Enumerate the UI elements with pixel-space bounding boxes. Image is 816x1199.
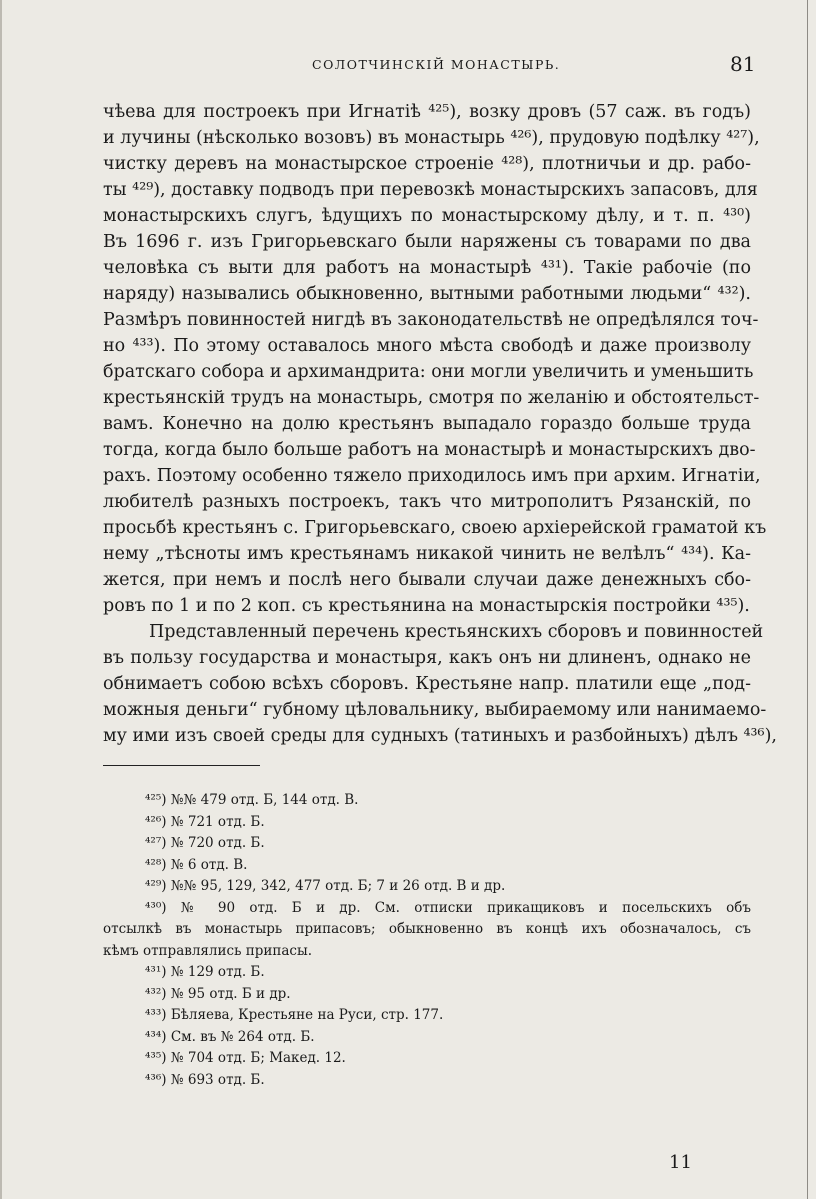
text-line: Размѣръ повинностей нигдѣ въ законодательствѣ не опредѣлялся точ-: [103, 310, 759, 330]
footnote: [103, 984, 751, 1006]
footnote-mark: ⁴²⁶): [145, 813, 167, 830]
text-line: чистку деревъ на монастырское строеніе ⁴²⁸), плотничьи и др. рабо-: [103, 154, 751, 174]
text-line: ровъ по 1 и по 2 коп. съ крестьянина на монастырскія постройки ⁴³⁵).: [103, 596, 750, 616]
footnote-mark: ⁴³⁵): [145, 1050, 167, 1066]
footnote: [103, 855, 751, 877]
text-line: вамъ. Конечно на долю крестьянъ выпадало гораздо больше труда: [103, 414, 751, 434]
running-header: СОЛОТЧИНСКІЙ МОНАСТЫРЬ.: [312, 57, 561, 72]
footnote-mark: ⁴³²): [145, 985, 167, 1002]
footnote-text: № 704 отд. Б; Макед. 12.: [170, 1050, 346, 1066]
text-line: тогда, когда было больше работъ на монастырѣ и монастырскихъ дво-: [103, 440, 756, 460]
text-line: и лучины (нѣсколько возовъ) въ монастырь ⁴²⁶), прудовую подѣлку ⁴²⁷),: [103, 128, 760, 148]
footnote: [103, 876, 751, 898]
text-line: можныя деньги“ губному цѣловальнику, выбираемому или нанимаемо-: [103, 700, 767, 720]
footnote: [103, 1070, 751, 1092]
text-line: въ пользу государства и монастыря, какъ онъ ни длиненъ, однако не: [103, 648, 751, 668]
text-line: но ⁴³³). По этому оставалось много мѣста свободѣ и даже произволу: [103, 336, 751, 356]
text-line: любителѣ разныхъ построекъ, такъ что митрополитъ Рязанскій, по: [103, 492, 751, 512]
footnote-text: № 129 отд. Б.: [170, 964, 265, 980]
text-line: крестьянскій трудъ на монастырь, смотря по желанію и обстоятельст-: [103, 388, 760, 408]
text-line: человѣка съ выти для работъ на монастырѣ ⁴³¹). Такіе рабочіе (по: [103, 258, 751, 278]
footnotes: [103, 790, 751, 1091]
main-text: [103, 99, 777, 749]
text-line: чѣева для построекъ при Игнатіѣ ⁴²⁵), возку дровъ (57 саж. въ годъ): [103, 102, 751, 122]
text-line: монастырскихъ слугъ, ѣдущихъ по монастырскому дѣлу, и т. п. ⁴³⁰): [103, 206, 751, 226]
page-left-edge: [0, 0, 2, 1199]
footnote-mark: ⁴³⁴): [145, 1028, 167, 1045]
signature-mark: 11: [669, 1152, 692, 1173]
footnote: [103, 833, 751, 855]
footnote: [103, 1005, 751, 1027]
footnote-divider: [103, 765, 260, 766]
footnote-mark: ⁴³⁶): [145, 1071, 167, 1088]
footnote-text: № 90 отд. Б и др. См. отписки прикащиковъ и посельскихъ объ: [180, 899, 751, 916]
footnote-mark: ⁴²⁷): [145, 835, 167, 851]
text-line: обнимаетъ собою всѣхъ сборовъ. Крестьяне напр. платили еще „под-: [103, 674, 751, 694]
footnote: [103, 1048, 751, 1070]
footnote-text: № 720 отд. Б.: [170, 835, 265, 851]
paragraph-first-line: Представленный перечень крестьянскихъ сборовъ и повинностей: [149, 622, 764, 642]
page-right-edge: [807, 0, 808, 1199]
footnote-text: Бѣляева, Крестьяне на Руси, стр. 177.: [170, 1007, 444, 1023]
text-line: наряду) назывались обыкновенно, вытными работными людьми“ ⁴³²).: [103, 284, 751, 304]
footnote-text: № 693 отд. Б.: [170, 1071, 265, 1088]
text-line: рахъ. Поэтому особенно тяжело приходилось имъ при архим. Игнатіи,: [103, 466, 761, 486]
footnote: [103, 812, 751, 834]
footnote-text: См. въ № 264 отд. Б.: [170, 1028, 315, 1045]
footnote-mark: ⁴³¹): [145, 964, 167, 980]
footnote-text: № 721 отд. Б.: [170, 813, 265, 830]
footnote-mark: ⁴²⁸): [145, 856, 167, 873]
footnote-continuation: отсылкѣ въ монастырь припасовъ; обыкновенно въ концѣ ихъ обозначалось, съ: [103, 921, 751, 937]
footnote-text: № 95 отд. Б и др.: [170, 985, 291, 1002]
footnote: [103, 790, 751, 812]
text-line: ты ⁴²⁹), доставку подводъ при перевозкѣ монастырскихъ запасовъ, для: [103, 180, 758, 200]
footnote: [103, 898, 751, 920]
footnote-mark: ⁴²⁵): [145, 792, 167, 808]
text-line: просьбѣ крестьянъ с. Григорьевскаго, своею архіерейской граматой къ: [103, 518, 767, 538]
footnote: [103, 962, 751, 984]
page-number: 81: [730, 52, 756, 76]
footnote-mark: ⁴³⁰): [145, 899, 167, 916]
text-line: братскаго собора и архимандрита: они могли увеличить и уменьшить: [103, 362, 754, 382]
text-line: нему „тѣсноты имъ крестьянамъ никакой чинить не велѣлъ“ ⁴³⁴). Ка-: [103, 544, 751, 564]
footnote-text: № 6 отд. В.: [170, 856, 248, 873]
footnote: [103, 1027, 751, 1049]
text-line: жется, при немъ и послѣ него бывали случаи даже денежныхъ сбо-: [103, 570, 751, 590]
footnote-mark: ⁴²⁹): [145, 878, 167, 894]
footnote-mark: ⁴³³): [145, 1007, 167, 1023]
footnote-text: №№ 95, 129, 342, 477 отд. Б; 7 и 26 отд. В и др.: [170, 878, 506, 894]
footnote-text: №№ 479 отд. Б, 144 отд. В.: [170, 792, 359, 808]
text-line: Въ 1696 г. изъ Григорьевскаго были наряжены съ товарами по два: [103, 232, 751, 252]
text-line: му ими изъ своей среды для судныхъ (татиныхъ и разбойныхъ) дѣлъ ⁴³⁶),: [103, 726, 777, 746]
footnote-continuation: кѣмъ отправлялись припасы.: [103, 942, 312, 959]
